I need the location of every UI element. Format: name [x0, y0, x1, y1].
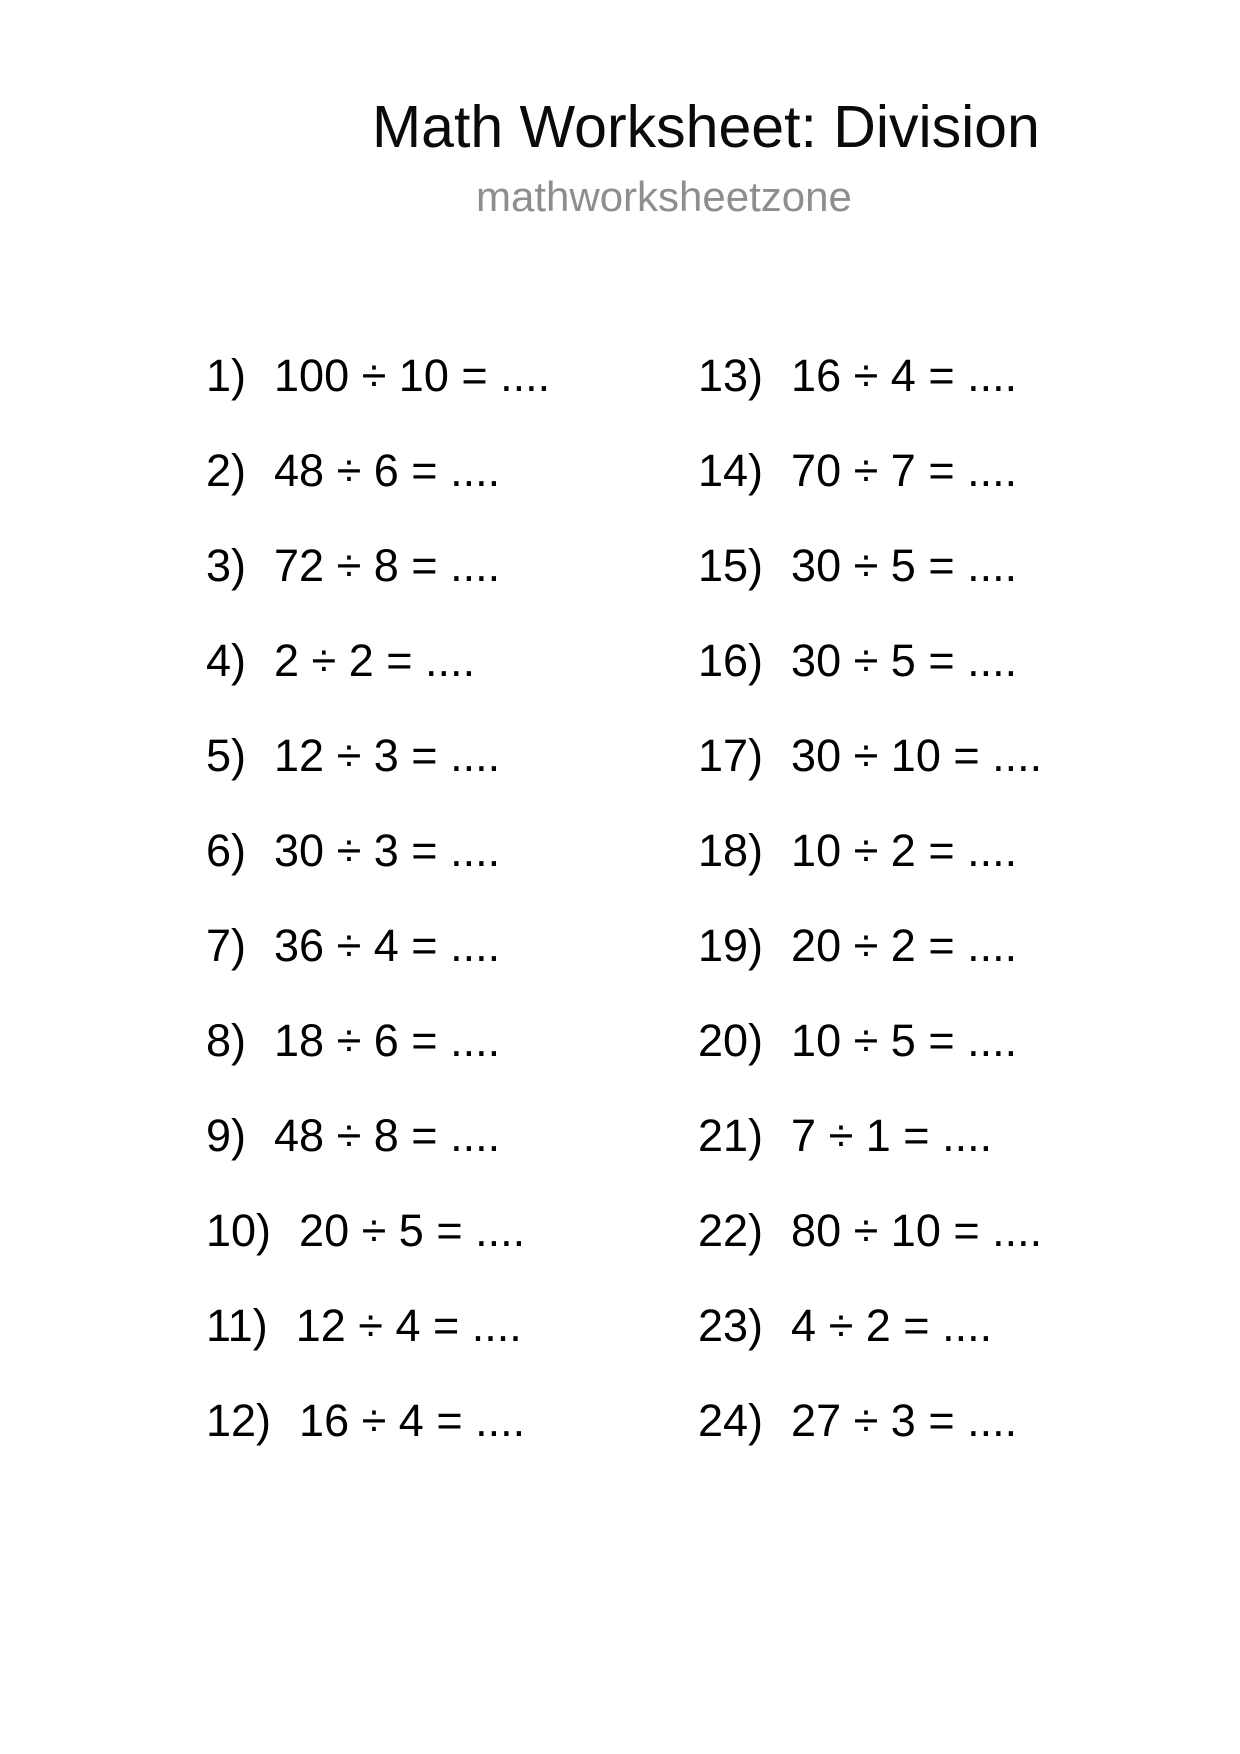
problem-number: 7): [206, 920, 247, 971]
problem-expression: 30 ÷ 3 = ....: [274, 825, 501, 876]
problem-row: [206, 1015, 698, 1066]
problem-row: [698, 920, 1190, 971]
problem-expression: 100 ÷ 10 = ....: [274, 350, 551, 401]
problem-row: [206, 1205, 698, 1256]
problem-expression: 36 ÷ 4 = ....: [274, 920, 501, 971]
problem-row: [206, 825, 698, 876]
problem-expression: 20 ÷ 2 = ....: [791, 920, 1018, 971]
problem-row: [206, 445, 698, 496]
problem-number: 4): [206, 635, 247, 686]
problem-expression: 30 ÷ 5 = ....: [791, 635, 1018, 686]
problem-number: 13): [698, 350, 764, 401]
problem-expression: 16 ÷ 4 = ....: [791, 350, 1018, 401]
problem-expression: 10 ÷ 2 = ....: [791, 825, 1018, 876]
problem-expression: 20 ÷ 5 = ....: [299, 1205, 526, 1256]
problem-expression: 10 ÷ 5 = ....: [791, 1015, 1018, 1066]
problems-column-right: [698, 350, 1190, 1493]
problem-row: [206, 635, 698, 686]
problem-number: 5): [206, 730, 247, 781]
problem-row: [698, 825, 1190, 876]
problem-number: 16): [698, 635, 764, 686]
problems-grid: [206, 350, 1206, 1493]
problem-expression: 48 ÷ 8 = ....: [274, 1110, 501, 1161]
problem-expression: 18 ÷ 6 = ....: [274, 1015, 501, 1066]
problem-row: [698, 635, 1190, 686]
problem-expression: 48 ÷ 6 = ....: [274, 445, 501, 496]
problem-number: 6): [206, 825, 247, 876]
problem-row: [698, 1015, 1190, 1066]
problem-row: [206, 1110, 698, 1161]
problem-number: 9): [206, 1110, 247, 1161]
problem-row: [206, 1300, 698, 1351]
problem-expression: 27 ÷ 3 = ....: [791, 1395, 1018, 1446]
problem-expression: 30 ÷ 10 = ....: [791, 730, 1043, 781]
problem-row: [698, 1395, 1190, 1446]
problem-number: 8): [206, 1015, 247, 1066]
problem-row: [206, 730, 698, 781]
problem-number: 17): [698, 730, 764, 781]
problem-number: 3): [206, 540, 247, 591]
problem-row: [698, 540, 1190, 591]
problem-expression: 16 ÷ 4 = ....: [299, 1395, 526, 1446]
problem-row: [698, 730, 1190, 781]
problem-row: [206, 540, 698, 591]
problem-row: [698, 445, 1190, 496]
problem-number: 1): [206, 350, 247, 401]
problem-number: 19): [698, 920, 764, 971]
problem-number: 24): [698, 1395, 764, 1446]
problem-row: [698, 350, 1190, 401]
problem-number: 12): [206, 1395, 272, 1446]
problem-expression: 70 ÷ 7 = ....: [791, 445, 1018, 496]
problem-number: 18): [698, 825, 764, 876]
problem-row: [206, 350, 698, 401]
problem-row: [206, 1395, 698, 1446]
problem-expression: 80 ÷ 10 = ....: [791, 1205, 1043, 1256]
problem-row: [698, 1205, 1190, 1256]
problem-row: [206, 920, 698, 971]
problem-expression: 2 ÷ 2 = ....: [274, 635, 476, 686]
problem-number: 15): [698, 540, 764, 591]
problems-column-left: [206, 350, 698, 1493]
page-title: Math Worksheet: Division: [372, 94, 1040, 160]
problem-expression: 72 ÷ 8 = ....: [274, 540, 501, 591]
problem-number: 11): [206, 1300, 268, 1351]
problem-expression: 12 ÷ 4 = ....: [295, 1300, 522, 1351]
problem-expression: 7 ÷ 1 = ....: [791, 1110, 993, 1161]
problem-number: 23): [698, 1300, 764, 1351]
problem-number: 10): [206, 1205, 272, 1256]
problem-number: 14): [698, 445, 764, 496]
problem-number: 20): [698, 1015, 764, 1066]
problem-number: 21): [698, 1110, 764, 1161]
problem-row: [698, 1300, 1190, 1351]
problem-number: 22): [698, 1205, 764, 1256]
problem-expression: 4 ÷ 2 = ....: [791, 1300, 993, 1351]
page-subtitle: mathworksheetzone: [476, 173, 852, 220]
problem-number: 2): [206, 445, 247, 496]
problem-row: [698, 1110, 1190, 1161]
problem-expression: 12 ÷ 3 = ....: [274, 730, 501, 781]
problem-expression: 30 ÷ 5 = ....: [791, 540, 1018, 591]
